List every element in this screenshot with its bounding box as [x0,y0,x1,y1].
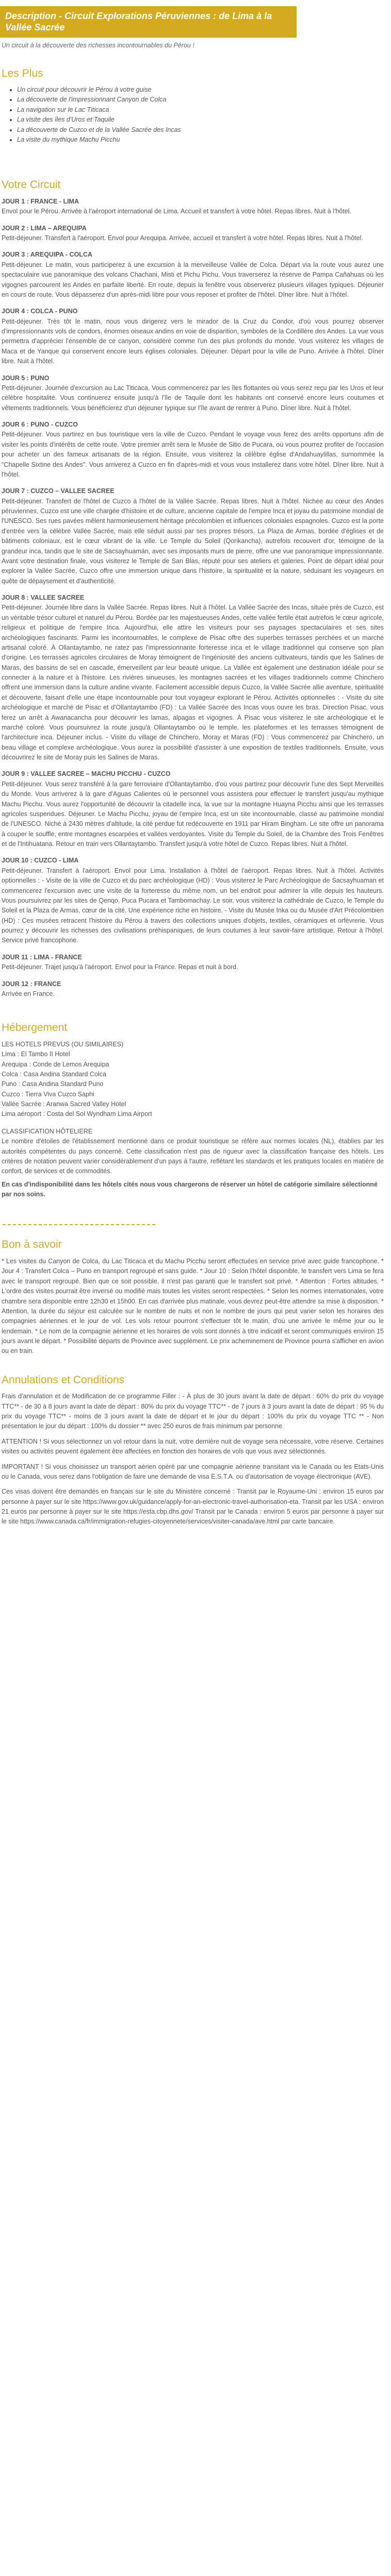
section-heading-good-to-know: Bon à savoir [2,1239,62,1251]
day-title: JOUR 7 : CUZCO – VALLEE SACREE [2,487,115,495]
day-block [2,197,391,217]
cancellation-attention: ATTENTION ! Si vous sélectionnez un vol retour dans la nuit, votre dernière nuit de voyage sera nécessaire, votre réserve. Certaines visites ou activités peuvent également être affectées en fonction des horaires de vols que vous avez sélectionnés. [2,1437,384,1455]
day-block [2,250,391,300]
good-to-know-block [2,1257,391,1357]
cancellation-fees: Frais d'annulation et de Modification de ce programme Filler : - À plus de 30 jours avant la date de départ : 60% du prix du voyage TTC** - de 30 à 8 jours avant la date de départ : 80% du prix du voyage TTC** - de 7 jours à 3 jours avant la date de départ : 95 % du prix du voyage TTC** - moins de 3 jours avant la date de départ et le jour du départ : 100% du prix du voyage TTC ** - Non présentation le jour du départ : 100% du dossier ** avec 250 euros de frais minimum par personne [2,1393,384,1430]
day-text: Arrivée en France. [2,990,55,997]
cancellation-important: IMPORTANT ! Si vous choisissez un transport aérien opéré par une compagnie aérienne transitant via le Canada ou les Etats-Unis ou le Canada, vous serez dans l'obligation de faire une demande de visa E.S.T.A. ou d'autorisation de voyage électronique (AVE). [2,1463,384,1480]
hotels-block [0,1040,391,1120]
day-title: JOUR 3 : AREQUIPA - COLCA [2,251,92,259]
day-block [2,374,391,414]
hotel-item: Arequipa : Conde de Lemos Arequipa [2,1060,109,1068]
visa-info: Ces visas doivent être demandés en français sur le site du Ministère concerné : Transit par le Royaume-Uni : environ 15 euros par personne à payer sur le site https://www.gov.uk/guidance/apply-for-an-electronic-travel-authorisation-eta. Transit par les USA : environ 21 euros par personne à payer sur le site https://esta.cbp.dhs.gov/ Transit par le Canada : environ 5 euros par personne à payer sur le site https://www.canada.ca/fr/immigration-refugies-citoyennete/services/visiter-canada/ave.html par carte bancaire. [2,1488,384,1526]
section-heading-cancellation: Annulations et Conditions [2,1374,125,1386]
day-block [2,953,391,973]
day-title: JOUR 11 : LIMA - FRANCE [2,953,82,961]
intro-text: Un circuit à la découverte des richesses incontournables du Pérou ! [2,42,194,49]
hotels-subheading: LES HOTELS PREVUS (OU SIMILAIRES) [2,1040,124,1048]
day-title: JOUR 8 : VALLEE SACREE [2,594,85,602]
day-title: JOUR 6 : PUNO - CUZCO [2,421,78,429]
day-text: Petit-déjeuner. Le matin, vous participerez à une excursion à la merveilleuse Vallée de Colca. Départ via la route vous aurez une spectaculaire vue panoramique des volcans Chachani, Misti et Pichu Pichu. Vous traverserez la réserve de Pampa Cañahuas où les vigognes parcourent les Andes en parfaite liberté. En route, depuis la fenêtre vous observerez plusieurs villages typiques. Déjeuner en cours de route. Vous dépasserez d'un après-midi libre pour vous reposer et profiter de l'hôtel. Dîner libre. Nuit à l'hôtel. [2,261,384,298]
cancellation-block [2,1392,391,1527]
day-text: Petit-déjeuner. Vous partirez en bus touristique vers la ville de Cuzco. Pendant le voyage vous ferez des arrêts opportuns afin de visiter les points d'intérêts de cette route. Votre premier arrêt sera le Musée de Sitio de Pucara, où vous pourrez profiter de l'occasion pour acheter un des fameux artisanats de la région. Ensuite, vous visiterez la célèbre église d'Andahuaylillas, surnommée la "Chapelle Sixtine des Andes". Vous arriverez à Cuzco en fin d'après-midi et vous vous installerez dans votre hôtel. Dîner libre. Nuit à l'hôtel. [2,431,384,478]
day-text: Petit-déjeuner. Très tôt le matin, nous vous dirigerez vers le mirador de la Cruz du Condor, d'où vous pourrez observer d'impressionnants vols de condors, énormes oiseaux andins en voie de disparition, symboles de la Cordillère des Andes. La vue vous permettra d'apprécier l'ensemble de ce canyon, considéré comme l'un des plus profonds du monde. Vous visiterez les villages de Maca et de Yanque qui conservent encore leurs églises coloniales. Déjeuner. Départ pour la ville de Puno. Arrivée à l'hôtel. Dîner libre. Nuit à l'hôtel. [2,317,384,365]
day-text: Petit-déjeuner. Trajet jusqu'à l'aéroport. Envol pour la France. Repas et nuit à bord. [2,963,238,971]
day-text: Petit-déjeuner. Transfert à l'aéroport. Envol pour Arequipa. Arrivée, accueil et transfert à votre hôtel. Repas libres. Nuit à l'hôtel. [2,234,363,242]
day-text: Petit-déjeuner. Transfert de l'hôtel de Cuzco à l'hôtel de la Vallée Sacrée. Repas libres. Nuit à l'hôtel. Nichée au cœur des Andes péruviennes, Cuzco est une ville chargée d'histoire et de culture, ancienne capitale de l'empire Inca et joyau du patrimoine mondial de l'UNESCO. Ses rues pavées mêlent harmonieusement héritage précolombien et influences coloniales espagnoles. Cuzco est la porte d'entrée vers la célèbre Vallée Sacrée, mais elle séduit aussi par ses propres trésors. La Plaza de Armas, bordée d'églises et de bâtiments coloniaux, est le cœur vibrant de la ville. Le Temple du Soleil (Qorikancha), autrefois recouvert d'or, témoigne de la grandeur inca, tandis que le site de Sacsayhuamán, avec ses imposants murs de pierre, offre une vue panoramique impressionnante. Avant votre destination finale, vous visiterez le Temple de San Blas, réputé pour ses ateliers et galeries. Point de départ idéal pour explorer la Vallée Sacrée, Cuzco offre une immersion unique dans l'histoire, la spiritualité et la nature, séduisant les voyageurs en quête de dépaysement et d'authenticité. [2,497,384,585]
list-item: • La visite des îles d'Uros et Taquile [17,115,391,125]
section-heading-itinerary: Votre Circuit [2,179,61,191]
day-title: JOUR 1 : FRANCE - LIMA [2,197,79,205]
day-text: Petit-déjeuner. Journée d'excursion au Lac Titicaca. Vous commencerez par les îles flottantes où vous serez reçu par les Uros et leur célèbre hospitalité. Vous continuerez ensuite jusqu'à l'île de Taquile dont les habitants ont conservé encore leurs coutumes et vêtements traditionnels. Vous bénéficierez d'un déjeuner typique sur l'île avant de rentrer à Puno. Dîner libre. Nuit à l'hôtel. [2,384,384,412]
classification-title: CLASSIFICATION HÔTELIERE [2,1127,93,1135]
hotel-item: Colca : Casa Andina Standard Colca [2,1070,106,1078]
day-title: JOUR 2 : LIMA – AREQUIPA [2,224,87,232]
list-item: • Un circuit pour découvrir le Pérou à votre guise [17,85,391,95]
day-text: Petit-déjeuner. Vous serez transféré à la gare ferroviaire d'Ollantaytambo, d'où vous partirez pour découvrir l'une des Sept Merveilles du Monde. Vous arriverez à la gare d'Aguas Calientes où le personnel vous assistera pour effectuer le transfert jusqu'au mythique Machu Picchu. Vous aurez l'opportunité de découvrir la citadelle inca, la vue sur la montagne Huayna Picchu ainsi que les terrasses agricoles suspendues. Déjeuner. Le Machu Picchu, joyau de l'empire Inca, est un site incontournable, classé au patrimoine mondial de l'UNESCO. Niché à 2430 mètres d'altitude, la cité perdue fut redécouverte en 1911 par Hiram Bingham. Le site offre un panorama à couper le souffle, entre montagnes escarpées et vallées verdoyantes. Visite du Temple du Soleil, de la Chambre des Trois Fenêtres et de l'Intihuatana. Retour en train vers Ollantaytambo. Transfert jusqu'à votre hôtel de Cuzco. Repas libres. Nuit à l'hôtel. [2,780,384,848]
hotel-item: Lima aéroport : Costa del Sol Wyndham Lima Airport [2,1110,152,1118]
day-block [2,856,391,945]
good-to-know-text: * Les visites du Canyon de Colca, du Lac Titicaca et du Machu Picchu seront effectuées en service privé avec guide francophone. * Jour 4 : Transfert Colca – Puno en transport regroupé et sans guide. * Jour 10 : Selon l'hôtel disponible, le transfert vers Lima se fera avec le transport regroupé. Bien que ce soit possible, il n'est pas garanti que le transfert soit privé. * Attention : Fortes altitudes. * L'ordre des visites pourrait être inversé ou modifié mais toutes les visites seront respectées. * Selon les normes internationales, votre chambre sera disponible entre 12h30 et 15h00. En cas d'arrivée plus matinale, vous devrez peut-être attendre sa mise à disposition. * Attention, la durée du séjour est calculée sur le nombre de nuits et non le nombre de jours qui peut varier selon les horaires des compagnies aériennes et le jour de vol. Les vols retour pourront s'effectuer tôt le matin, d'où une arrivée le même jour ou le lendemain. * Le nom de la compagnie aérienne et les horaires de vols sont donnés à titre indicatif et seront communiqués environ 15 jours avant le départ. * Possibilité départs de Province avec supplément. Le prix acheminement de Province pourra s'afficher en avion ou en train. [2,1258,384,1355]
day-title: JOUR 9 : VALLEE SACREE – MACHU PICCHU - CUZCO [2,770,171,778]
section-heading-hotels: Hébergement [2,1022,68,1034]
classification-block [2,1127,391,1200]
day-text: Petit-déjeuner. Transfert à l'aéroport. Envol pour Lima. Installation à l'hôtel de l'aéroport. Repas libres. Nuit à l'hôtel. Activités optionnelles : - Visite de la ville de Cuzco et du parc archéologique (HD) : Vous visiterez le Parc Archéologique de Sacsayhuaman et commencerez l'excursion avec une visite de la forteresse du même nom, un bel endroit pour admirer la ville depuis les hauteurs. Vous poursuivrez par les sites de Qenqo, Puca Pucara et Tambomachay. Le soir, vous visiterez la cathédrale de Cuzco, le Temple du Soleil et la Plaza de Armas, cœur de la cité. Une expérience riche en histoire. - Visite du Musée Inka ou du Musée d'Art Précolombien (HD) : Ces musées retracent l'histoire du Pérou à travers des collections uniques d'objets, textiles, céramiques et orfèvrerie. Vous pourrez y découvrir les richesses des civilisations préhispaniques, de leurs coutumes à leur savoir-faire artistique. Retour à l'hôtel. Service privé francophone. [2,867,384,944]
day-block [2,224,391,244]
availability-notice: En cas d'indisponibilité dans les hôtels cités nous vous chargerons de réserver un hôtel de catégorie similaire sélectionné par nos soins. [2,1180,378,1198]
day-block [2,420,391,480]
highlights-list [8,85,391,145]
day-title: JOUR 12 : FRANCE [2,980,61,988]
day-block [2,979,391,999]
list-item: • La découverte de Cuzco et de la Vallée Sacrée des Incas [17,125,391,135]
hotel-item: Cuzco : Tierra Viva Cuzco Saphi [2,1090,94,1098]
day-text: Petit-déjeuner. Journée libre dans la Vallée Sacrée. Repas libres. Nuit à l'hôtel. La Vallée Sacrée des Incas, située près de Cuzco, est un véritable trésor culturel et naturel du Pérou. Bordée par les majestueuses Andes, cette vallée fertile était autrefois le cœur agricole, religieux et politique de l'empire Inca. Aujourd'hui, elle attire les visiteurs pour ses paysages spectaculaires et ses sites archéologiques fascinants. Parmi les incontournables, le complexe de Pisac offre des superbes terrasses perchées et un marché artisanal coloré. À Ollantaytambo, ne ratez pas l'impressionnante forteresse inca et le village traditionnel qui conserve son plan d'origine. Les terrasses agricoles circulaires de Moray témoignent de l'ingéniosité des anciens cultivateurs, tandis que les Salines de Maras, des bassins de sel en cascade, émerveillent par leur beauté unique. La Vallée est également une destination idéale pour se connecter à la nature et à l'histoire. Les rivières sinueuses, les montagnes sacrées et les villages traditionnels comme Chinchero offrent une immersion dans la culture andine vivante. Facilement accessible depuis Cuzco, la Vallée Sacrée allie aventure, spiritualité et découverte, faisant d'elle une étape incontournable pour tout voyageur explorant le Pérou. Activités optionnelles : - Visite du site archéologique et marché de Pisac et d'Ollantaytambo (FD) : La Vallée Sacrée des Incas vous ouvre les bras. Direction Pisac, vous ferez un arrêt à Awanacancha pour découvrir les lamas, alpagas et vigognes. À Pisac vous visiterez le site archéologique et le marché coloré. Vous poursuivrez la route jusqu'à Ollantaytambo où le temple, les plateformes et les terrasses témoignent de l'architecture inca. Déjeuner inclus. - Visite du village de Chinchero, Moray et Maras (FD) : Vous commencerez par Chinchero, un beau village et complexe archéologique. Vous aurez la possibilité d'assister à une exposition de textiles traditionnels. Ensuite, vous découvrirez le site de Moray puis les Salines de Maras. [2,604,384,761]
day-title: JOUR 4 : COLCA - PUNO [2,308,78,315]
list-item: • La navigation sur le Lac Titicaca [17,105,391,115]
classification-text: Le nombre d'étoiles de l'établissement mentionné dans ce produit touristique se réfère aux normes locales (NL), établies par les autorités compétentes du pays concerné. Cette classification n'est pas de rigueur avec la classification française des hôtels. Les critères de notation peuvent varier considérablement d'un pays à l'autre, reflétant les standards et les pratiques locales en matière de confort, de services et de commodités. [2,1138,384,1175]
day-text: Envol pour le Pérou. Arrivée à l'aéroport international de Lima. Accueil et transfert à votre hôtel. Repas libres. Nuit à l'hôtel. [2,208,352,215]
hotel-item: Puno : Casa Andina Standard Puno [2,1080,104,1088]
dotted-divider [3,1224,157,1225]
hotel-item: Lima : El Tambo II Hotel [2,1050,70,1058]
section-heading-highlights: Les Plus [2,67,43,79]
day-title: JOUR 10 : CUZCO - LIMA [2,857,79,865]
day-block [2,307,391,366]
day-block [2,769,391,849]
hotel-item: Vallée Sacrée : Aranwa Sacred Valley Hotel [2,1100,126,1108]
title-banner: Description - Circuit Explorations Péruviennes : de Lima à la Vallée Sacrée [0,6,297,38]
day-title: JOUR 5 : PUNO [2,374,50,382]
day-block [2,486,391,586]
list-item: • La découverte de l'impressionnant Canyon de Colca [17,95,391,105]
day-block [2,593,391,762]
list-item: • La visite du mythique Machu Picchu [17,135,391,145]
